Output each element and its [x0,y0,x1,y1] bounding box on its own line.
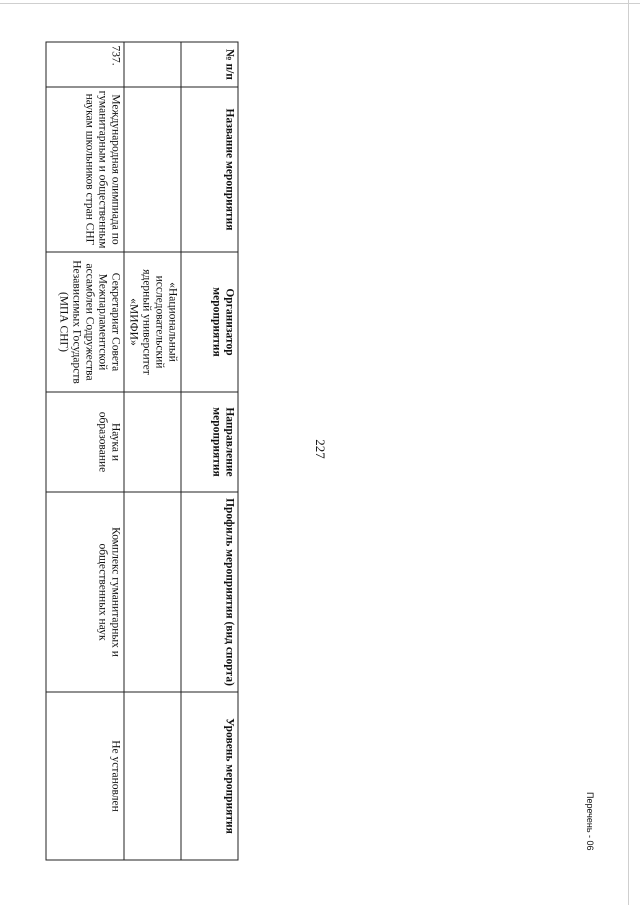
events-table-wrapper [57,42,236,860]
document-footer: Перечень - 06 [585,792,595,851]
header-direction: Направление мероприятия [181,392,238,492]
page-number: 227 [313,439,328,459]
cell-empty [124,42,181,87]
scan-edge-right [628,0,629,905]
cell-empty [124,87,181,252]
header-level: Уровень мероприятия [181,692,238,860]
table-header-row [181,42,238,860]
scan-edge-top [0,3,640,4]
header-event-name: Название мероприятия [181,87,238,252]
cell-event-name: Международная олимпиада по гуманитарным и общественным наукам школьников стран СНГ [46,87,124,252]
cell-profile: Комплекс гуманитарных и общественных наук [46,492,124,692]
cell-empty [124,692,181,860]
header-profile: Профиль мероприятия (вид спорта) [181,492,238,692]
table-row [46,42,124,860]
header-number: № п/п [181,42,238,87]
cell-organizer: Секретариат Совета Межпарламентской ассамблеи Содружества Независимых Государств (МПА СНГ) [46,252,124,392]
cell-organizer-continuation: «Национальный исследовательский ядерный университет «МИФИ» [124,252,181,392]
cell-level: Не установлен [46,692,124,860]
cell-direction: Наука и образование [46,392,124,492]
header-organizer: Организатор мероприятия [181,252,238,392]
cell-empty [124,492,181,692]
table-row-continuation [124,42,181,860]
events-table [46,42,239,861]
cell-number: 737. [46,42,124,87]
cell-empty [124,392,181,492]
